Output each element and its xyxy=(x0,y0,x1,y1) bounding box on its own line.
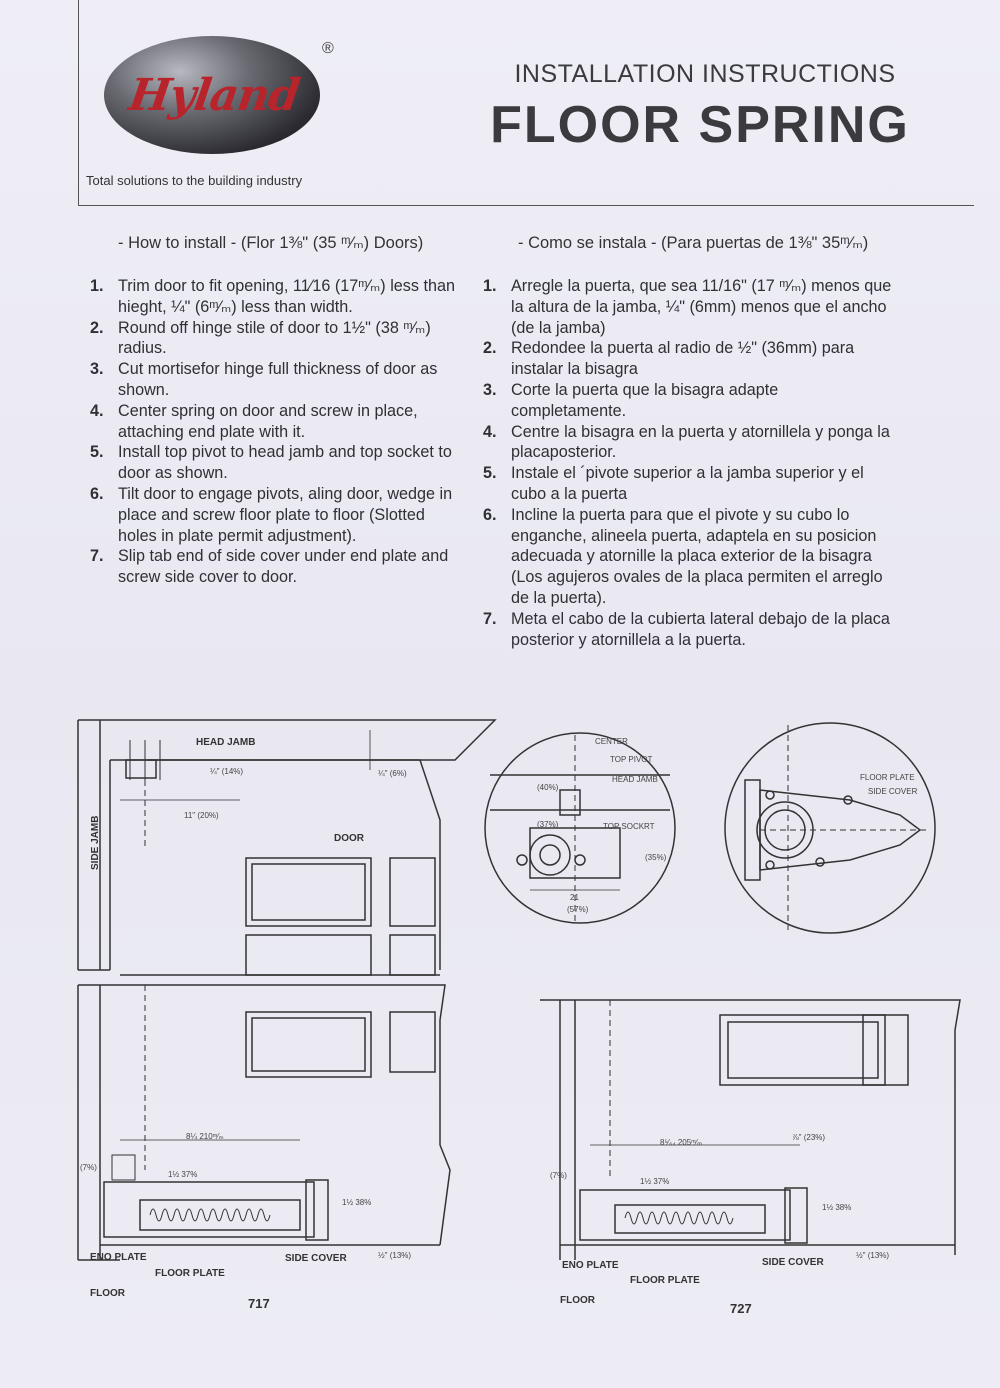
label-dim-37: (37%) xyxy=(537,820,559,829)
label-door: DOOR xyxy=(334,833,364,844)
hyland-logo xyxy=(100,30,330,170)
step-text: Meta el cabo de la cubierta lateral debajo de la placa posterior y atornillela a la puerta. xyxy=(511,609,890,649)
step-text: Incline la puerta para que el pivote y su cubo lo enganche, alineela puerta, adaptela en su posicion adecuada y atornille la placa exterior de la bisagra (Los agujeros ovales de la placa permiten el arreglo de la puerta). xyxy=(511,505,883,607)
label-floor: FLOOR xyxy=(90,1288,125,1299)
label-end-plate-2: ENO PLATE xyxy=(562,1260,619,1271)
registered-mark: ® xyxy=(322,40,334,57)
english-heading: - How to install - (Flor 1⅜" (35 ᵐ⁄ₘ) Doors) xyxy=(118,234,424,252)
label-head-jamb-2: HEAD JAMB xyxy=(612,775,658,784)
label-dim-13: ½" (13%) xyxy=(378,1251,412,1260)
label-dim-23: ⅞" (23%) xyxy=(792,1133,826,1142)
step-text: Tilt door to engage pivots, aling door, wedge in place and screw floor plate to floor (Slotted holes in plate permit adjustment). xyxy=(118,484,453,545)
label-dim-37b: 1½ 37% xyxy=(168,1170,198,1179)
label-door-35: (35%) xyxy=(645,853,667,862)
step-number: 6. xyxy=(90,484,104,503)
label-dim-13b: ½" (13%) xyxy=(856,1251,890,1260)
label-end-plate: ENO PLATE xyxy=(90,1252,147,1263)
step-item xyxy=(483,380,893,422)
label-dim-7b: (7%) xyxy=(550,1171,567,1180)
label-dim-37c: 1½ 37% xyxy=(640,1177,670,1186)
label-top-sockrt: TOP SOCKRT xyxy=(603,822,655,831)
label-side-cover-2: SIDE COVER xyxy=(285,1253,347,1264)
label-side-cover-3: SIDE COVER xyxy=(762,1257,824,1268)
label-dim-21: 21 xyxy=(570,893,579,902)
label-dim-210: 8¼ 210ᵐ⁄ₘ xyxy=(186,1132,224,1141)
label-dim-quarter: ¼" (14%) xyxy=(210,767,244,776)
step-number: 3. xyxy=(90,360,104,379)
step-item xyxy=(483,338,893,380)
spanish-steps xyxy=(483,276,893,650)
tagline: Total solutions to the building industry xyxy=(86,173,303,188)
label-side-jamb: SIDE JAMB xyxy=(90,815,101,870)
step-text: Trim door to fit opening, 11⁄16 (17ᵐ⁄ₘ) less than hieght, ¼" (6ᵐ⁄ₘ) less than width. xyxy=(118,277,455,316)
step-text: Slip tab end of side cover under end plate and screw side cover to door. xyxy=(118,547,449,587)
step-number: 2. xyxy=(483,339,497,358)
label-side-cover: SIDE COVER xyxy=(868,787,918,796)
step-number: 1. xyxy=(90,277,104,295)
spanish-heading: - Como se instala - (Para puertas de 1⅜" 35ᵐ⁄ₘ) xyxy=(518,234,869,252)
label-dim-11: 11" (20%) xyxy=(184,811,219,820)
step-number: 3. xyxy=(483,380,497,399)
label-dim-7a: (7%) xyxy=(80,1163,97,1172)
step-number: 2. xyxy=(90,318,104,337)
step-text: Instale el ´pivote superior a la jamba superior y el cubo a la puerta xyxy=(511,464,864,503)
step-number: 1. xyxy=(483,277,497,295)
logo-brand-text: Hyland xyxy=(125,70,303,121)
step-number: 4. xyxy=(90,401,104,420)
step-text: Round off hinge stile of door to 1½" (38 ᵐ⁄ₘ) radius. xyxy=(118,318,431,358)
step-item xyxy=(90,546,460,588)
step-number: 7. xyxy=(483,609,497,628)
model-727: 727 xyxy=(730,1301,752,1316)
step-item xyxy=(483,422,893,464)
label-dim-top: ¼" (6%) xyxy=(378,769,407,778)
label-dim-38b: 1½ 38% xyxy=(822,1203,852,1212)
step-text: Install top pivot to head jamb and top socket to door as shown. xyxy=(118,443,452,483)
step-text: Cut mortisefor hinge full thickness of door as shown. xyxy=(118,360,438,399)
doc-title: FLOOR SPRING xyxy=(490,96,910,154)
step-item xyxy=(90,484,460,546)
label-floor-plate-2: FLOOR PLATE xyxy=(155,1268,225,1279)
english-steps xyxy=(90,276,460,588)
step-item xyxy=(90,442,460,484)
step-item xyxy=(483,505,893,609)
step-item xyxy=(90,318,460,360)
step-text: Centre la bisagra en la puerta y atornillela y ponga la placaposterior. xyxy=(511,422,890,462)
step-text: Center spring on door and screw in place, attaching end plate with it. xyxy=(118,401,418,441)
step-number: 7. xyxy=(90,547,104,566)
step-number: 5. xyxy=(90,443,104,462)
doc-subtitle: INSTALLATION INSTRUCTIONS xyxy=(514,60,896,88)
label-dim-40: (40%) xyxy=(537,783,559,792)
step-number: 6. xyxy=(483,505,497,524)
step-text: Arregle la puerta, que sea 11/16" (17 ᵐ⁄ₘ) menos que la altura de la jamba, ¼" (6mm) menos que el ancho (de la jamba) xyxy=(511,277,892,337)
step-text: Corte la puerta que la bisagra adapte completamente. xyxy=(511,380,779,420)
label-dim-205: 8⁵⁄₆₄ 205ᵐ⁄ₘ xyxy=(660,1138,703,1147)
label-dim-38: 1½ 38% xyxy=(342,1198,372,1207)
label-center: CENTER xyxy=(595,737,628,746)
step-text: Redondee la puerta al radio de ½" (36mm) para instalar la bisagra xyxy=(511,339,855,379)
label-head-jamb: HEAD JAMB xyxy=(196,737,256,748)
label-floor-plate: FLOOR PLATE xyxy=(860,773,915,782)
model-717: 717 xyxy=(248,1296,270,1311)
step-item xyxy=(483,609,893,651)
label-top-pivot: TOP PIVOT xyxy=(610,755,653,764)
step-item xyxy=(483,276,893,338)
installation-diagram xyxy=(0,700,1000,1360)
step-item xyxy=(90,359,460,401)
step-number: 4. xyxy=(483,422,497,441)
step-item xyxy=(90,276,460,318)
label-dim-57: (57%) xyxy=(567,905,589,914)
label-floor-plate-3: FLOOR PLATE xyxy=(630,1275,700,1286)
step-number: 5. xyxy=(483,464,497,483)
step-item xyxy=(90,401,460,443)
step-item xyxy=(483,463,893,505)
label-floor-2: FLOOR xyxy=(560,1295,595,1306)
